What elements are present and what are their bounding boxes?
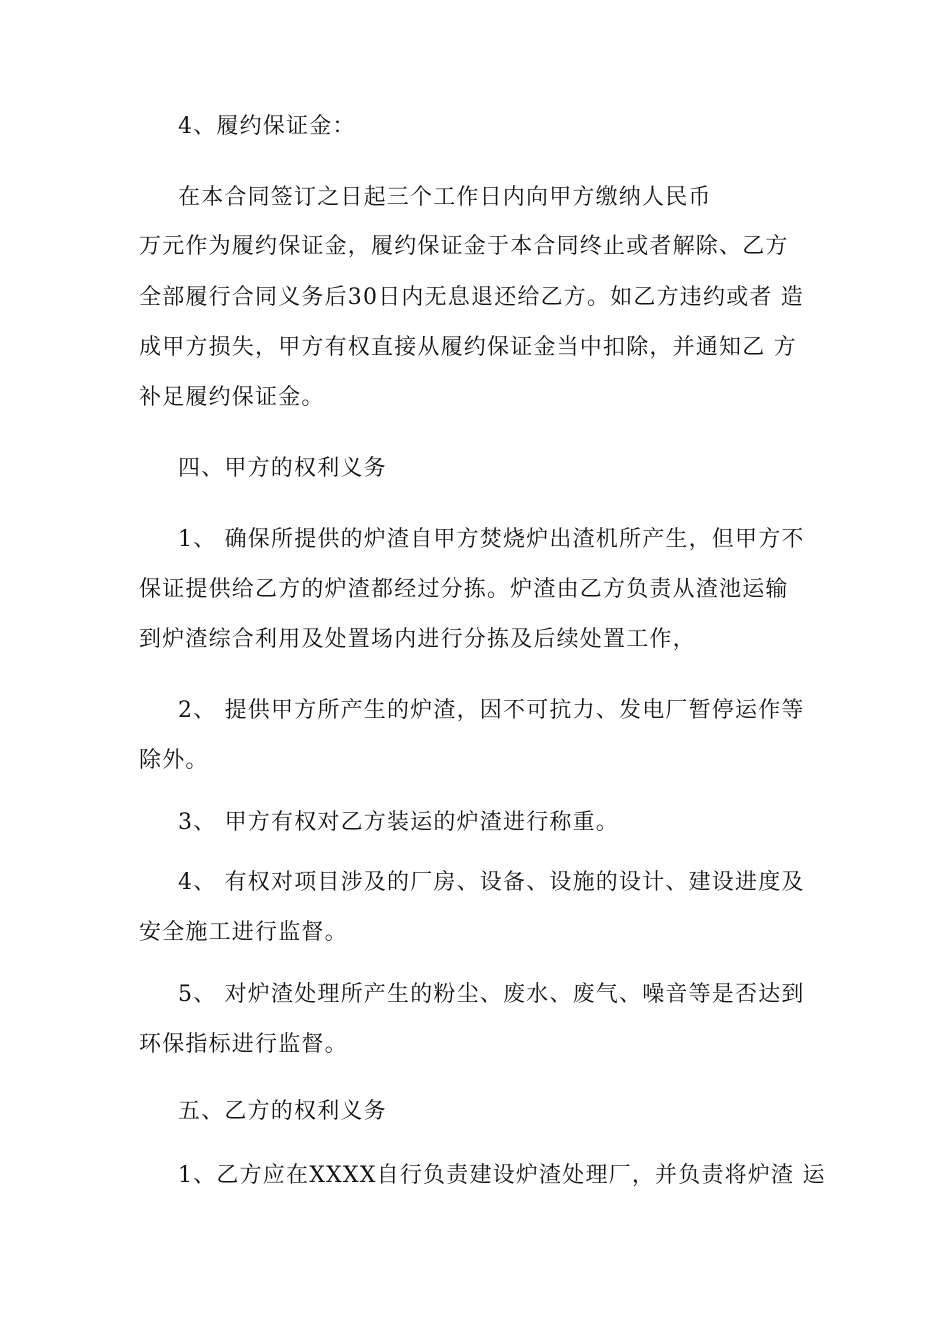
paragraph-line: 安全施工进行监督。 — [139, 920, 348, 945]
paragraph-line: 3、 甲方有权对乙方装运的炉渣进行称重。 — [178, 810, 619, 835]
section-heading-party-b: 五、乙方的权利义务 — [178, 1099, 387, 1124]
paragraph-line: 环保指标进行监督。 — [139, 1032, 348, 1057]
paragraph-line: 补足履约保证金。 — [139, 385, 325, 410]
paragraph-line: 保证提供给乙方的炉渣都经过分拣。炉渣由乙方负责从渣池运输 — [139, 577, 789, 602]
paragraph-line: 1、 确保所提供的炉渣自甲方焚烧炉出渣机所产生，但甲方不 — [178, 527, 805, 552]
paragraph-line: 4、 有权对项目涉及的厂房、设备、设施的设计、建设进度及 — [178, 870, 805, 895]
paragraph-line: 除外。 — [139, 748, 209, 773]
section-heading-party-a: 四、甲方的权利义务 — [178, 456, 387, 481]
clause-heading-performance-bond: 4、履约保证金： — [178, 114, 356, 139]
paragraph-line: 2、 提供甲方所产生的炉渣，因不可抗力、发电厂暂停运作等 — [178, 698, 805, 723]
paragraph-line: 1、乙方应在XXXX自行负责建设炉渣处理厂，并负责将炉渣 运 — [178, 1163, 826, 1188]
paragraph-line: 全部履行合同义务后30日内无息退还给乙方。如乙方违约或者 造 — [139, 285, 804, 310]
paragraph-line: 在本合同签订之日起三个工作日内向甲方缴纳人民币 — [178, 185, 712, 210]
paragraph-line: 到炉渣综合利用及处置场内进行分拣及后续处置工作， — [139, 627, 696, 652]
paragraph-line: 万元作为履约保证金，履约保证金于本合同终止或者解除、乙方 — [139, 234, 789, 259]
paragraph-line: 5、 对炉渣处理所产生的粉尘、废水、废气、噪音等是否达到 — [178, 982, 805, 1007]
paragraph-line: 成甲方损失，甲方有权直接从履约保证金当中扣除，并通知乙 方 — [139, 335, 797, 360]
